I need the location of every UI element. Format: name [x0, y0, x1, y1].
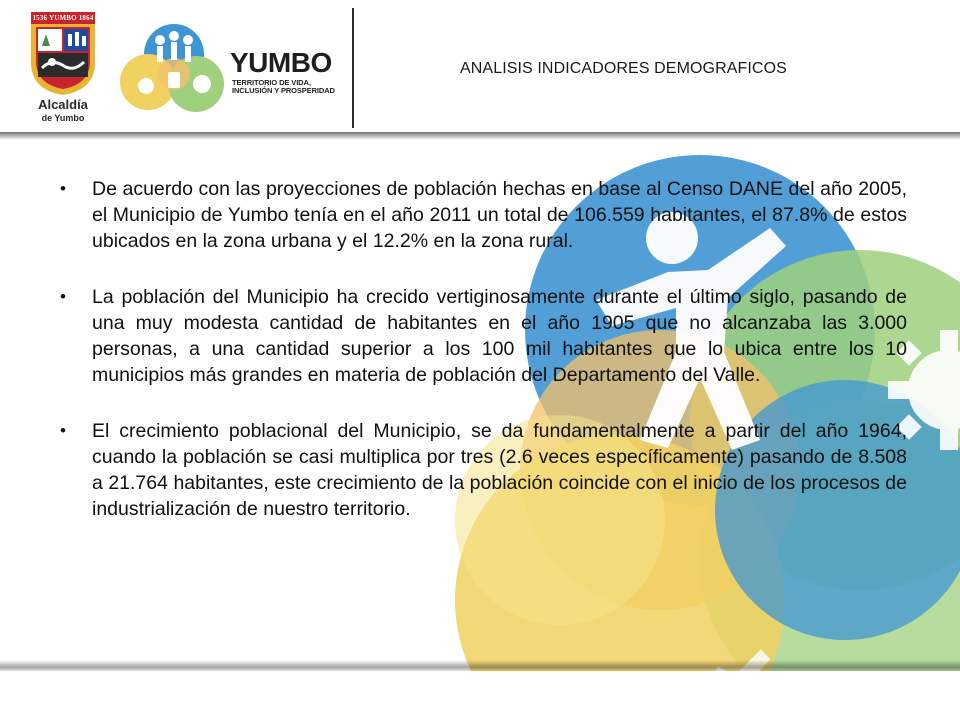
bullet-paragraph-3: El crecimiento poblacional del Municipio, se da fundamentalmente a partir del año 1964, cuando la población se casi multiplica por tres (2.6 veces específicamente) pasando de 8.508 a 21.764 habitantes, este crecimiento de la población coincide con el inicio de los procesos de industrialización de nuestro territorio.: [92, 420, 907, 520]
bullet-icon: •: [60, 287, 66, 306]
bullet-icon: •: [60, 421, 66, 440]
bullet-item: [60, 418, 907, 522]
seal-name-line1: Alcaldía: [38, 97, 88, 112]
header-divider: [352, 8, 354, 128]
yumbo-brand-logo: [118, 20, 358, 120]
yumbo-brand-logo-icon: [118, 20, 228, 120]
slide-header: [0, 0, 960, 134]
brand-tagline-line1: TERRITORIO DE VIDA,: [232, 78, 311, 87]
bullet-item: [60, 284, 907, 388]
footer-band: [0, 671, 960, 720]
seal-motto: 1536 YUMBO 1864: [32, 14, 94, 22]
bullet-paragraph-1: De acuerdo con las proyecciones de población hechas en base al Censo DANE del año 2005, el Municipio de Yumbo tenía en el año 2011 un total de 106.559 habitantes, el 87.8% de estos ubicados en la zona urbana y el 12.2% en la zona rural.: [92, 178, 907, 252]
brand-tagline-line2: INCLUSIÓN Y PROSPERIDAD: [232, 86, 335, 95]
bullet-item: [60, 176, 907, 254]
bullet-paragraph-2: La población del Municipio ha crecido vertiginosamente durante el último siglo, pasando de una muy modesta cantidad de habitantes en el año 1905 que no alcanzaba las 3.000 personas, a una cantidad superior a los 100 mil habitantes que lo ubica entre los 10 municipios más grandes en materia de población del Departamento del Valle.: [92, 286, 907, 386]
header-shadow: [0, 132, 960, 140]
content-body: [60, 176, 907, 522]
seal-name-line2: de Yumbo: [41, 113, 85, 123]
bullet-icon: •: [60, 179, 66, 198]
page-title: ANALISIS INDICADORES DEMOGRAFICOS: [460, 60, 787, 77]
alcaldia-seal: [28, 10, 98, 126]
brand-name: YUMBO: [230, 47, 332, 78]
